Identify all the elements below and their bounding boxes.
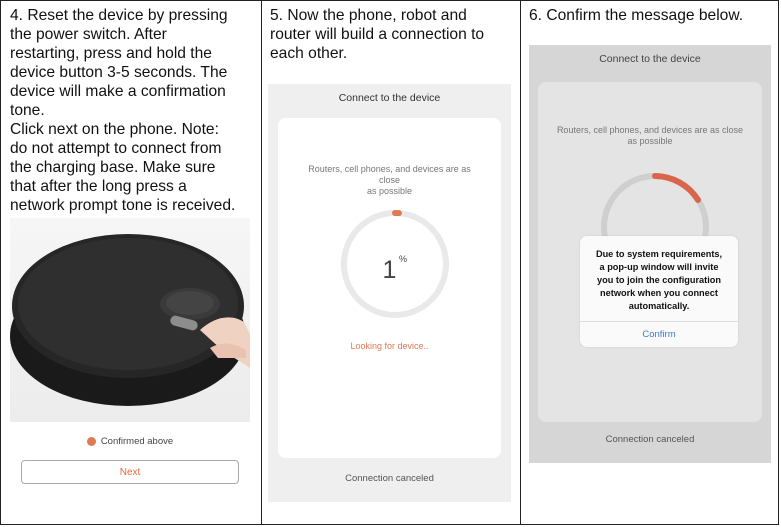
- connection-canceled-link[interactable]: Connection canceled: [345, 473, 434, 484]
- connection-canceled-link[interactable]: Connection canceled: [605, 434, 695, 445]
- dialog-divider: [580, 321, 738, 322]
- screen-title: Connect to the device: [599, 53, 701, 65]
- screen-subtitle: Routers, cell phones, and devices are as close as possible: [556, 125, 744, 146]
- progress-unit: %: [399, 254, 408, 264]
- status-text: Looking for device..: [350, 341, 429, 351]
- system-dialog: [580, 236, 738, 347]
- phone-screen-connecting: [268, 84, 511, 502]
- step-4-text: 4. Reset the device by pressing the power switch. After restarting, press and hold the device button 3-5 seconds. The device will make a confirmation tone. Click next on the phone. Note: do not attempt to connect from the charging base. Make sure that after the long press a network prompt tone is received.: [10, 7, 236, 214]
- confirm-label: Confirmed above: [100, 435, 174, 447]
- confirm-checkbox-row[interactable]: [10, 434, 250, 448]
- column-divider: [520, 1, 521, 524]
- progress-value: 1: [382, 256, 397, 284]
- dialog-confirm-button[interactable]: Confirm: [642, 329, 676, 340]
- column-divider: [261, 1, 262, 524]
- content-card: [538, 82, 762, 422]
- dialog-message: Due to system requirements, a pop-up window will invite you to join the configuration network when you connect automatically.: [595, 249, 723, 311]
- step-6-text: 6. Confirm the message below.: [529, 7, 744, 24]
- robot-vacuum-image: [10, 218, 250, 422]
- confirm-radio-icon[interactable]: [87, 437, 96, 446]
- step-5-text: 5. Now the phone, robot and router will build a connection to each other.: [270, 7, 485, 62]
- phone-screen-dialog: [529, 45, 771, 463]
- next-button[interactable]: Next: [21, 460, 239, 484]
- content-card: [278, 118, 501, 458]
- screen-title: Connect to the device: [338, 92, 441, 104]
- screen-subtitle: Routers, cell phones, and devices are as close as possible: [308, 164, 471, 196]
